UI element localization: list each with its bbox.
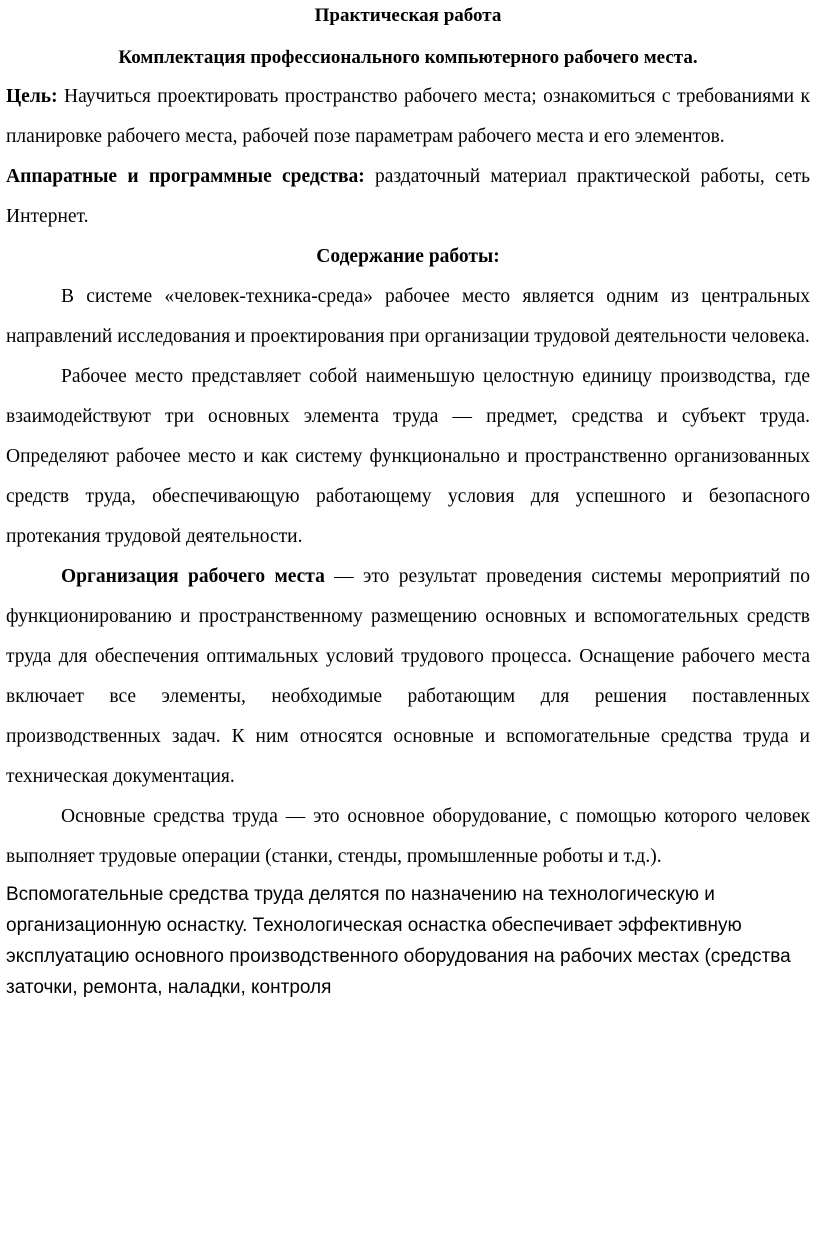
- paragraph-auxiliary-means: Вспомогательные средства труда делятся по назначению на технологическую и организационную оснастку. Технологическая оснастка обеспечивает эффективную эксплуатацию основного производственного оборудования на рабочих местах (средства заточки, ремонта, наладки, контроля: [6, 884, 791, 998]
- goal-text: Научиться проектировать пространство рабочего места; ознакомиться с требованиями к планировке рабочего места, рабочей позе параметрам рабочего места и его элементов.: [6, 86, 810, 147]
- document-subtitle: Комплектация профессионального компьютерного рабочего места.: [118, 47, 698, 68]
- paragraph-system: В системе «человек-техника-среда» рабочее место является одним из центральных направлений исследования и проектирования при организации трудовой деятельности человека.: [6, 286, 810, 347]
- hardware-software-text: раздаточный материал практической работы, сеть Интернет.: [6, 166, 810, 227]
- document-title: Практическая работа: [314, 5, 502, 26]
- hardware-software-paragraph: [6, 157, 810, 237]
- goal-label: Цель:: [6, 86, 58, 107]
- paragraph-workplace-organization: [6, 557, 810, 797]
- paragraph-workplace-definition: Рабочее место представляет собой наименьшую целостную единицу производства, где взаимодействуют три основных элемента труда — предмет, средства и субъект труда. Определяют рабочее место и как систему функционально и пространственно организованных средств труда, обеспечивающую работающему условия для успешного и безопасного протекания трудовой деятельности.: [6, 366, 810, 547]
- hardware-software-label: Аппаратные и программные средства:: [6, 166, 365, 187]
- paragraph-main-means: Основные средства труда — это основное оборудование, с помощью которого человек выполняет трудовые операции (станки, стенды, промышленные роботы и т.д.).: [6, 806, 810, 867]
- workplace-organization-text: — это результат проведения системы мероприятий по функционированию и пространственному размещению основных и вспомогательных средств труда для обеспечения оптимальных условий трудового процесса. Оснащение рабочего места включает все элементы, необходимые работающим для решения поставленных производственных задач. К ним относятся основные и вспомогательные средства труда и техническая документация.: [6, 566, 810, 787]
- goal-paragraph: [6, 77, 810, 157]
- workplace-organization-term: Организация рабочего места: [61, 566, 325, 587]
- content-title: Содержание работы:: [316, 246, 500, 267]
